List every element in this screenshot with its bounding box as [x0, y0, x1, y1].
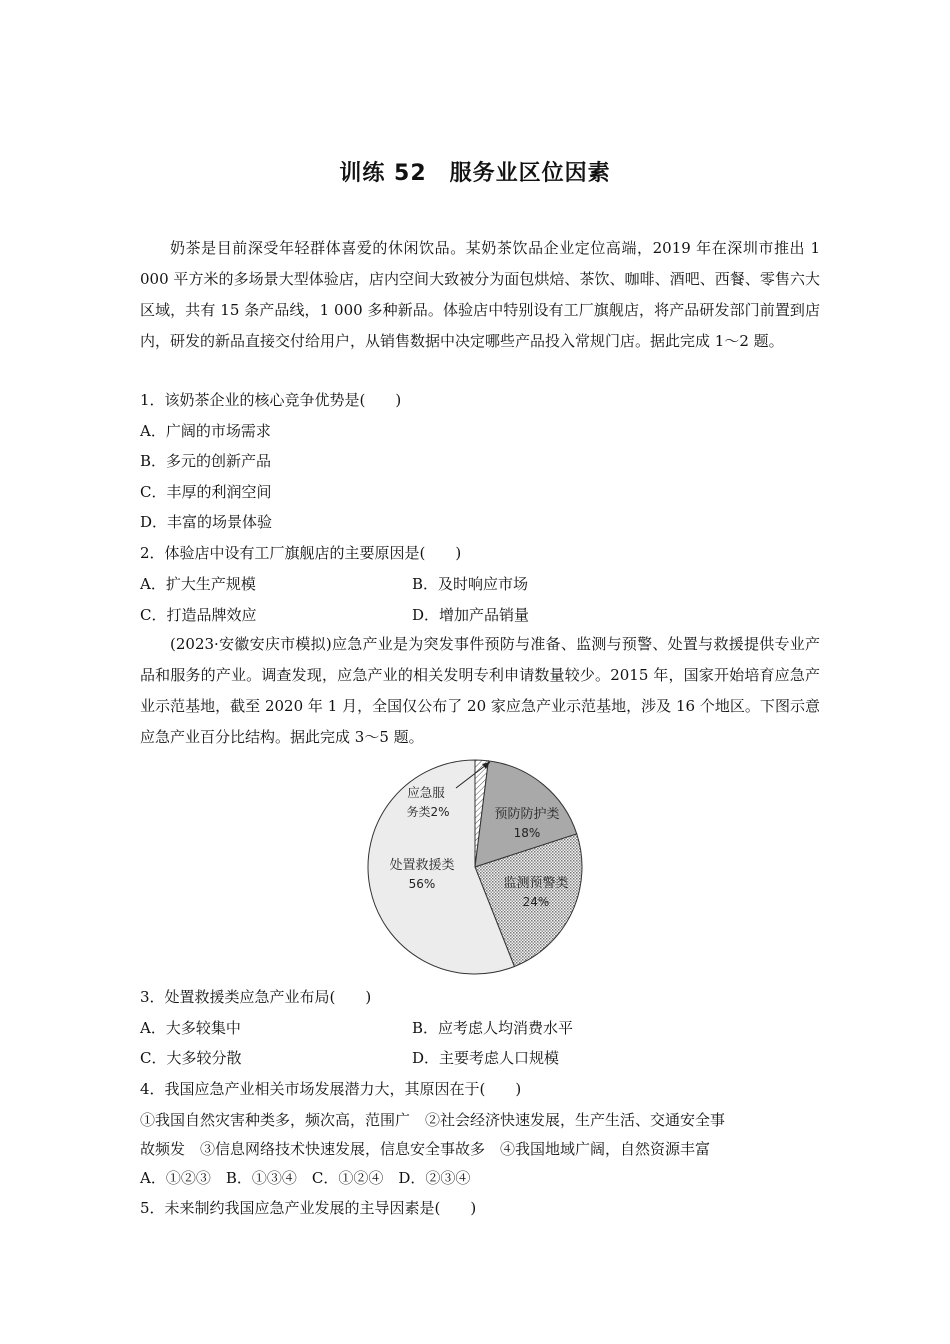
passage-milk-tea: 奶茶是目前深受年轻群体喜爱的休闲饮品。某奶茶饮品企业定位高端，2019 年在深圳市推出 1 000 平方米的多场景大型体验店，店内空间大致被分为面包烘焙、茶饮、咖啡、酒吧、西餐、零售六大区域，共有 15 条产品线，1 000 多种新品。体验店中特别设有工厂旗舰店，将产品研发部门前置到店内，研发的新品直接交付给用户，从销售数据中决定哪些产品投入常规门店。据此完成 1～2 题。 [140, 239, 820, 350]
page-title: 训练 52 服务业区位因素 [339, 161, 611, 186]
q4-stem: 4．我国应急产业相关市场发展潜力大，其原因在于( ) [140, 1080, 522, 1098]
q1-option-a: A．广阔的市场需求 [140, 422, 271, 440]
label-rescue-line2: 56% [408, 877, 436, 891]
q3-option-d: D．主要考虑人口规模 [412, 1049, 560, 1067]
q1-option-d: D．丰富的场景体验 [140, 513, 273, 531]
label-prevention-line2: 18% [513, 826, 541, 840]
pie-chart [360, 752, 590, 982]
q2-stem: 2．体验店中设有工厂旗舰店的主要原因是( ) [140, 544, 462, 562]
q4-statements-line2: 故频发 ③信息网络技术快速发展，信息安全事故多 ④我国地域广阔，自然资源丰富 [140, 1140, 711, 1158]
q1-stem: 1．该奶茶企业的核心竞争优势是( ) [140, 391, 402, 409]
q4-options: A．①②③ B．①③④ C．①②④ D．②③④ [140, 1169, 471, 1187]
q2-option-d: D．增加产品销量 [412, 606, 530, 624]
label-monitoring-line2: 24% [522, 895, 550, 909]
q2-option-b: B．及时响应市场 [412, 575, 529, 593]
label-monitoring-line1: 监测预警类 [503, 876, 569, 891]
pie-chart-svg [360, 752, 590, 982]
q3-option-c: C．大多较分散 [140, 1049, 242, 1067]
q3-option-a: A．大多较集中 [140, 1019, 241, 1037]
q1-option-c: C．丰厚的利润空间 [140, 483, 272, 501]
q3-stem: 3．处置救援类应急产业布局( ) [140, 988, 372, 1006]
q3-option-b: B．应考虑人均消费水平 [412, 1019, 574, 1037]
label-prevention-line1: 预防防护类 [494, 807, 560, 822]
q5-stem: 5．未来制约我国应急产业发展的主导因素是( ) [140, 1199, 477, 1217]
label-service-line1: 应急服 [407, 785, 445, 800]
label-service-line2: 务类2% [406, 805, 450, 819]
q4-statements-line1: ①我国自然灾害种类多，频次高，范围广 ②社会经济快速发展，生产生活、交通安全事 [140, 1111, 726, 1129]
label-rescue-line1: 处置救援类 [389, 858, 455, 873]
q2-option-a: A．扩大生产规模 [140, 575, 256, 593]
q1-option-b: B．多元的创新产品 [140, 452, 272, 470]
q2-option-c: C．打造品牌效应 [140, 606, 257, 624]
passage-emergency-industry: (2023·安徽安庆市模拟)应急产业是为突发事件预防与准备、监测与预警、处置与救援提供专业产品和服务的产业。调查发现，应急产业的相关发明专利申请数量较少。2015 年，国家开始培育应急产业示范基地，截至 2020 年 1 月，全国仅公布了 20 家应急产业示范基地，涉及 16 个地区。下图示意应急产业百分比结构。据此完成 3～5 题。 [140, 635, 820, 746]
